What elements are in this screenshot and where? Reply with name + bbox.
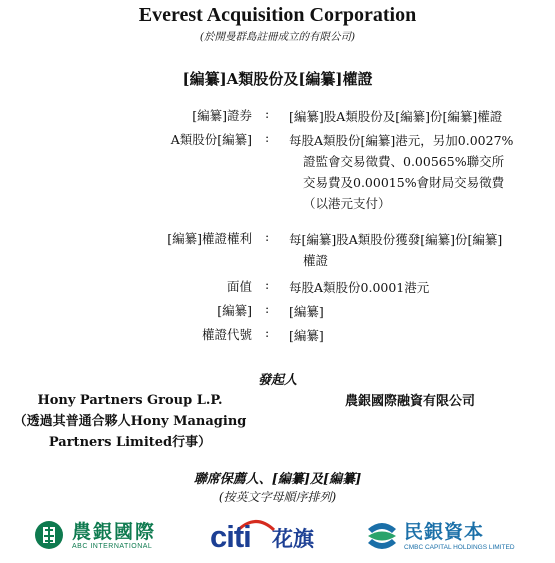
cmbc-logo-icon <box>364 519 400 553</box>
term-value <box>289 325 551 346</box>
term-value-line: 每股A類股份0.0001港元 <box>289 280 430 295</box>
joint-sponsors-order-note: (按英文字母順序排列) <box>218 490 337 504</box>
abc-international-logo-icon <box>34 519 64 551</box>
term-value-line: 證監會交易徵費、0.00565%聯交所 <box>303 154 505 169</box>
term-colon: : <box>265 301 270 316</box>
cmbc-en-name: CMBC CAPITAL HOLDINGS LIMITED <box>404 544 515 551</box>
promoter-line: Hony Partners Group L.P. <box>37 393 223 408</box>
promoters-label: 發起人 <box>257 373 297 388</box>
term-value-line: 交易費及0.00015%會財局交易徵費 <box>303 175 505 190</box>
cmbc-cn-name: 民銀資本 <box>404 521 485 543</box>
term-value-line: [編纂]股A類股份及[編纂]份[編纂]權證 <box>289 109 503 124</box>
term-colon: : <box>265 106 270 121</box>
term-colon: : <box>265 229 270 244</box>
term-value <box>289 229 551 271</box>
term-colon: : <box>265 277 270 292</box>
term-value-line: （以港元支付） <box>303 196 391 211</box>
term-value <box>289 130 551 214</box>
citi-wordmark: citi <box>210 519 251 554</box>
term-value-line: 權證 <box>303 253 329 268</box>
term-value-line: [編纂] <box>289 304 324 319</box>
citi-cn-name: 花旗 <box>272 526 314 551</box>
term-value <box>289 277 551 298</box>
promoter-hony <box>10 390 250 453</box>
joint-sponsors-label: 聯席保薦人、[編纂]及[編纂] <box>193 472 362 487</box>
abc-international-logo <box>34 517 164 557</box>
promoter-abci: 農銀國際融資有限公司 <box>344 394 475 409</box>
term-colon: : <box>265 130 270 145</box>
term-colon: : <box>265 325 270 340</box>
promoter-line: （透過其普通合夥人Hony Managing <box>13 414 247 429</box>
citi-logo <box>210 517 320 557</box>
term-label: A類股份[編纂] <box>170 132 252 147</box>
promoter-line: Partners Limited行事） <box>48 435 212 450</box>
term-label: [編纂] <box>217 303 252 318</box>
incorporation-note: (於開曼群島註冊成立的有限公司) <box>199 31 356 43</box>
term-value <box>289 106 551 127</box>
abc-cn-name: 農銀國際 <box>72 521 157 543</box>
offering-heading: [編纂]A類股份及[編纂]權證 <box>182 70 373 88</box>
abc-en-name: ABC INTERNATIONAL <box>72 543 153 550</box>
term-value-line: 每股A類股份[編纂]港元，另加0.0027% <box>289 133 514 148</box>
term-value-line: 每[編纂]股A類股份獲發[編纂]份[編纂] <box>289 232 503 247</box>
term-label: 面值 <box>226 279 252 294</box>
cmbc-capital-logo <box>364 517 514 557</box>
term-label: [編纂]證券 <box>192 108 252 123</box>
term-value-line: [編纂] <box>289 328 324 343</box>
term-label: [編纂]權證權利 <box>167 231 252 246</box>
term-value <box>289 301 551 322</box>
term-label: 權證代號 <box>201 327 252 342</box>
company-name: Everest Acquisition Corporation <box>138 4 417 26</box>
